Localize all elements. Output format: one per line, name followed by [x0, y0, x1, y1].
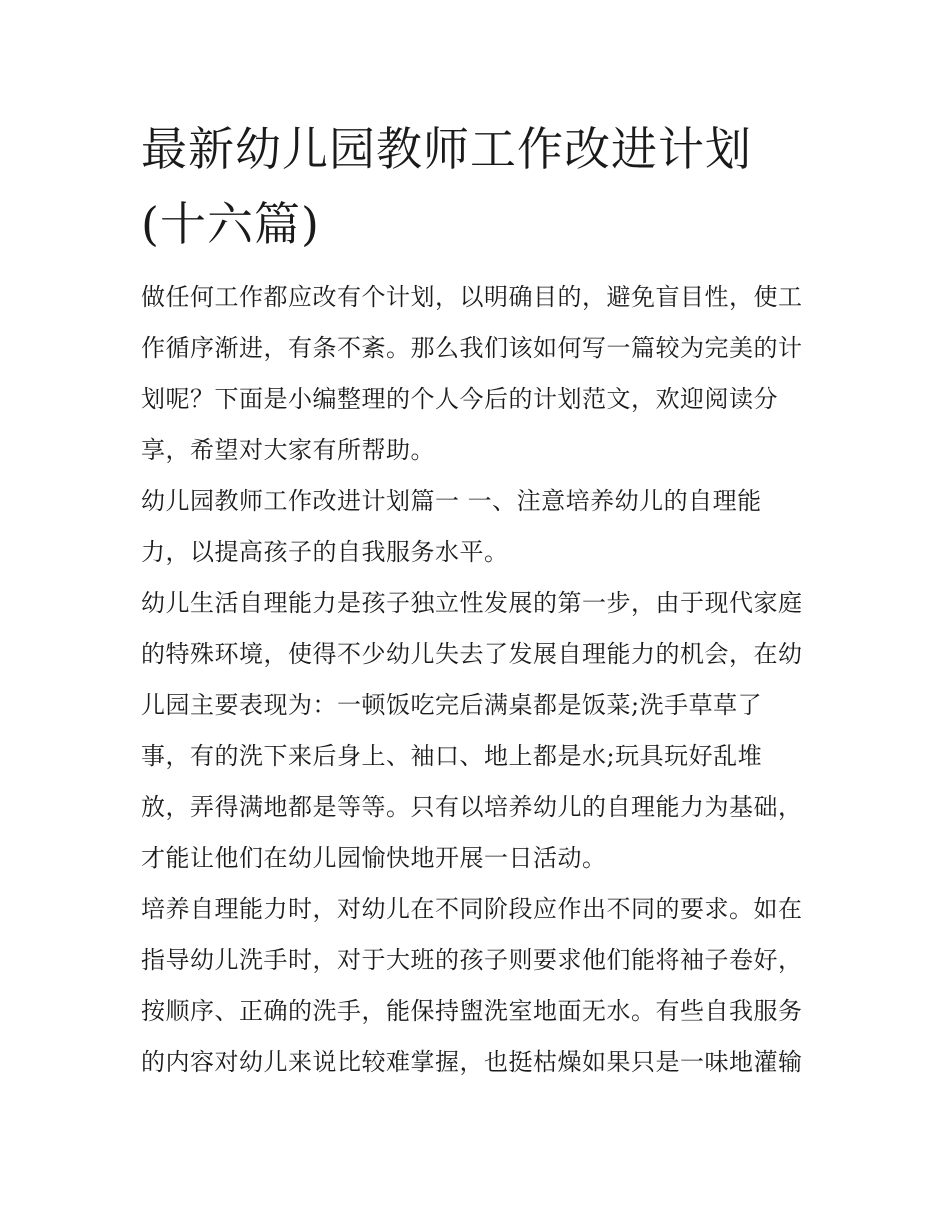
text-line: 划呢？下面是小编整理的个人今后的计划范文，欢迎阅读分: [141, 385, 778, 413]
text-line: 按顺序、正确的洗手，能保持盥洗室地面无水。有些自我服务: [141, 997, 803, 1025]
text-line: 享，希望对大家有所帮助。: [141, 436, 435, 464]
text-line: 幼儿园教师工作改进计划篇一 一、注意培养幼儿的自理能: [141, 487, 762, 515]
document-title: [141, 112, 816, 262]
text-line: 幼儿生活自理能力是孩子独立性发展的第一步，由于现代家庭: [141, 589, 803, 617]
text-line: 培养自理能力时，对幼儿在不同阶段应作出不同的要求。如在: [141, 895, 803, 923]
text-line: 事，有的洗下来后身上、袖口、地上都是水;玩具玩好乱堆: [141, 742, 763, 770]
text-line: 才能让他们在幼儿园愉快地开展一日活动。: [141, 844, 607, 872]
text-line: 指导幼儿洗手时，对于大班的孩子则要求他们能将袖子卷好，: [141, 946, 803, 974]
text-line: 放，弄得满地都是等等。只有以培养幼儿的自理能力为基础，: [141, 793, 803, 821]
title-line: (十六篇): [141, 197, 320, 251]
text-line: 做任何工作都应改有个计划，以明确目的，避免盲目性，使工: [141, 283, 803, 311]
text-line: 的内容对幼儿来说比较难掌握，也挺枯燥如果只是一味地灌输: [141, 1048, 803, 1076]
text-line: 力，以提高孩子的自我服务水平。: [141, 538, 509, 566]
document-content: [141, 112, 816, 1088]
text-line: 的特殊环境，使得不少幼儿失去了发展自理能力的机会，在幼: [141, 640, 803, 668]
text-line: 作循序渐进，有条不紊。那么我们该如何写一篇较为完美的计: [141, 334, 803, 362]
title-line: 最新幼儿园教师工作改进计划: [141, 122, 752, 176]
document-body: [141, 272, 816, 1088]
text-line: 儿园主要表现为：一顿饭吃完后满桌都是饭菜;洗手草草了: [141, 691, 763, 719]
